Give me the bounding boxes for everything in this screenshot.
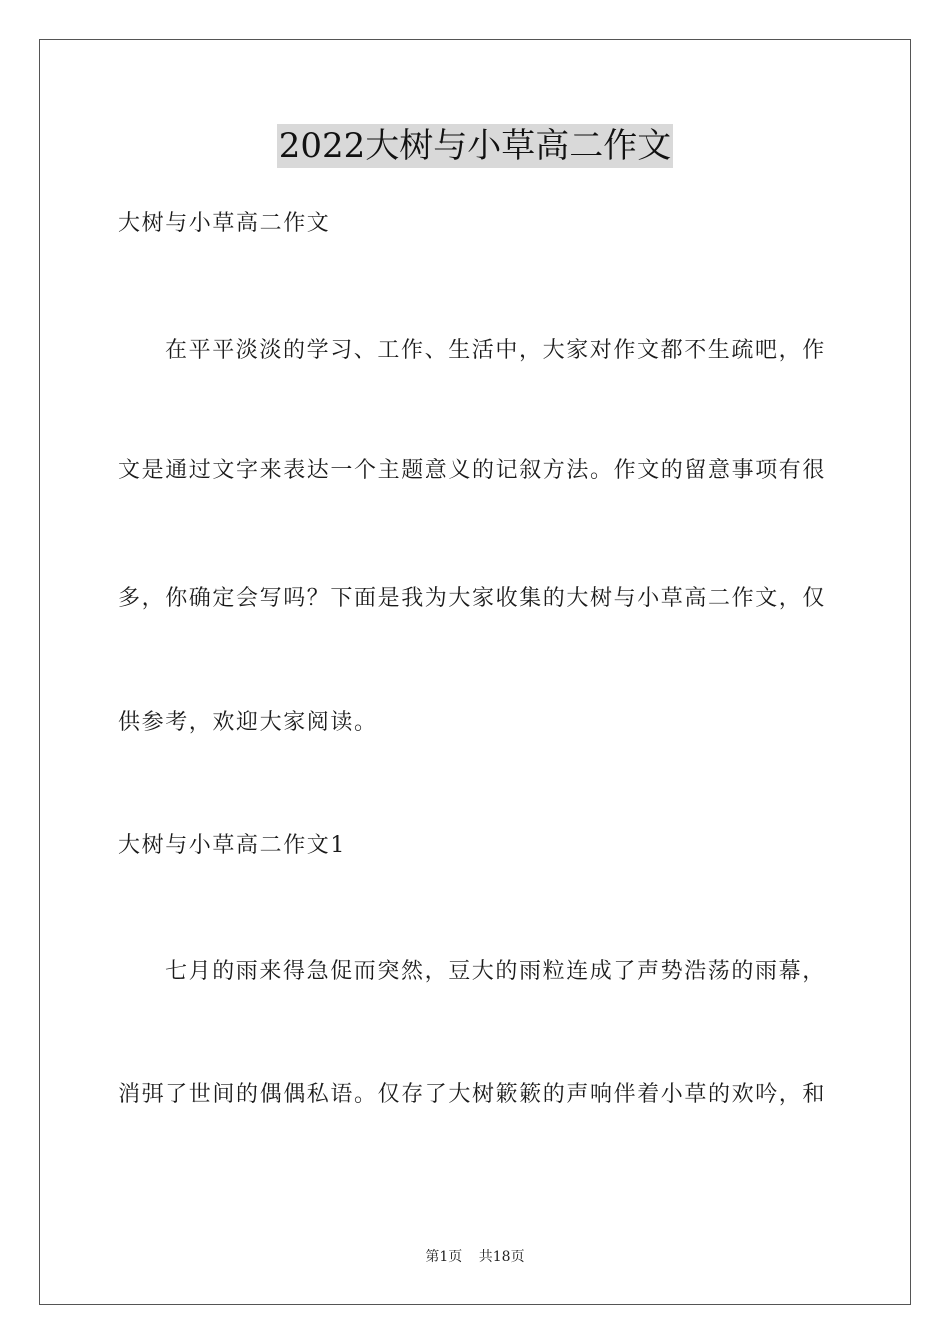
paragraph-line: 七月的雨来得急促而突然，豆大的雨粒连成了声势浩荡的雨幕， [165, 959, 826, 984]
page-footer [0, 1246, 950, 1266]
paragraph-line: 多，你确定会写吗？下面是我为大家收集的大树与小草高二作文，仅 [118, 586, 827, 611]
paragraph-line: 在平平淡淡的学习、工作、生活中，大家对作文都不生疏吧，作 [165, 338, 826, 363]
paragraph-line: 供参考，欢迎大家阅读。 [118, 710, 378, 735]
paragraph-line: 文是通过文字来表达一个主题意义的记叙方法。作文的留意事项有很 [118, 458, 827, 483]
page-number-total: 共18页 [478, 1249, 525, 1265]
document-subtitle: 大树与小草高二作文 [118, 211, 331, 236]
page-number-current: 第1页 [425, 1249, 463, 1265]
document-title: 2022大树与小草高二作文 [278, 126, 672, 166]
paragraph-line: 消弭了世间的偶偶私语。仅存了大树簌簌的声响伴着小草的欢吟，和 [118, 1082, 827, 1107]
section-heading: 大树与小草高二作文1 [118, 833, 346, 858]
title-container [0, 124, 950, 168]
